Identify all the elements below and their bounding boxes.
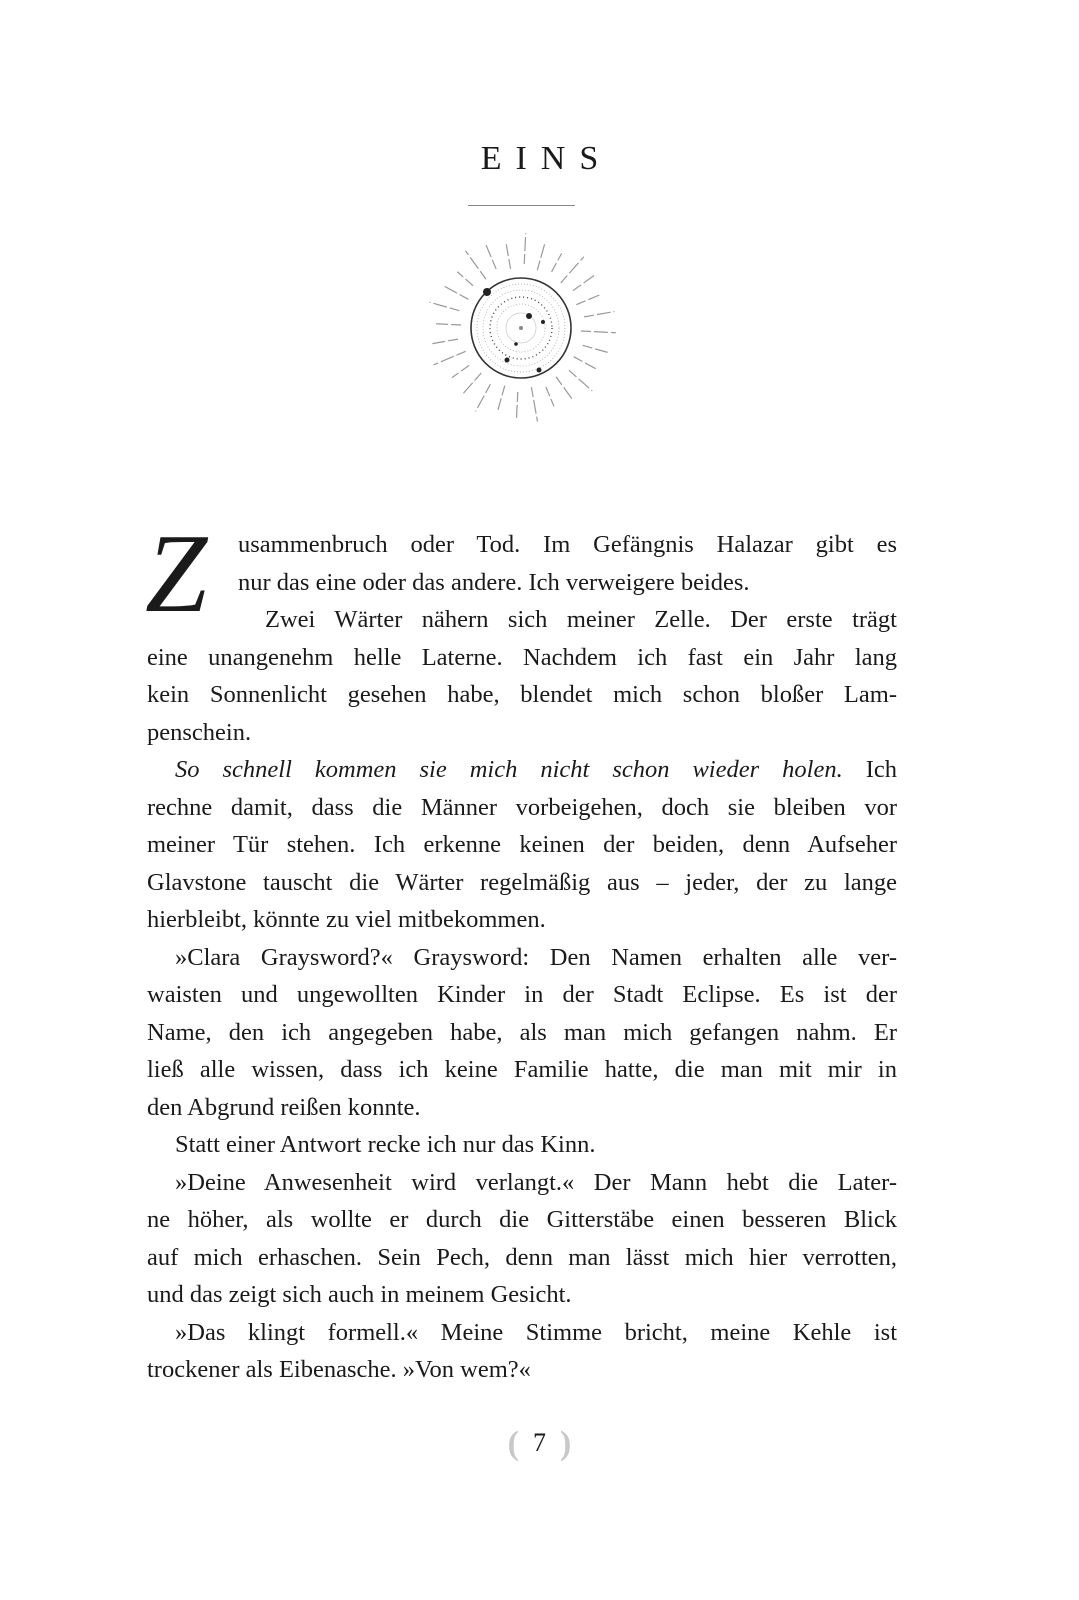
text-line bbox=[147, 676, 897, 714]
line-text: meiner Tür stehen. Ich erkenne keinen der beiden, denn Aufseher bbox=[147, 831, 897, 858]
text-line bbox=[147, 826, 897, 864]
line-text: »Deine Anwesenheit wird verlangt.« Der Mann hebt die Later- bbox=[175, 1168, 897, 1196]
text-line bbox=[147, 1201, 897, 1239]
right-crescent-icon: ) bbox=[560, 1425, 572, 1462]
text-line bbox=[147, 601, 897, 639]
title-divider bbox=[468, 205, 575, 206]
text-line bbox=[147, 564, 897, 602]
italic-thought: So schnell kommen sie mich nicht schon wieder holen. bbox=[175, 756, 843, 783]
line-text: Statt einer Antwort recke ich nur das Kinn. bbox=[175, 1131, 596, 1158]
page-footer bbox=[0, 1425, 1079, 1463]
text-line bbox=[147, 714, 897, 752]
line-text: Zwei Wärter nähern sich meiner Zelle. Der erste trägt bbox=[265, 606, 897, 633]
line-text: hierbleibt, könnte zu viel mitbekommen. bbox=[147, 906, 546, 933]
line-text: »Clara Graysword?« Graysword: Den Namen erhalten alle ver- bbox=[175, 943, 897, 971]
text-line bbox=[147, 864, 897, 902]
line-text: ne höher, als wollte er durch die Gitterstäbe einen besseren Blick bbox=[147, 1206, 897, 1233]
text-line bbox=[147, 789, 897, 827]
line-text: Ich bbox=[842, 756, 897, 783]
line-text: rechne damit, dass die Männer vorbeigehen, doch sie bleiben vor bbox=[147, 793, 897, 821]
line-text: eine unangenehm helle Laterne. Nachdem ich fast ein Jahr lang bbox=[147, 643, 897, 671]
chapter-title: EINS bbox=[480, 140, 613, 177]
line-text: penschein. bbox=[147, 718, 252, 746]
text-line bbox=[147, 1051, 897, 1089]
text-line bbox=[147, 976, 897, 1014]
text-line bbox=[147, 1314, 897, 1352]
page-number: 7 bbox=[533, 1428, 546, 1457]
drop-cap: Z bbox=[145, 512, 208, 636]
text-line bbox=[147, 1276, 897, 1314]
body-text bbox=[147, 526, 897, 1389]
text-line bbox=[147, 1239, 897, 1277]
line-text: und das zeigt sich auch in meinem Gesicht. bbox=[147, 1281, 572, 1308]
line-text: »Das klingt formell.« Meine Stimme bricht, meine Kehle ist bbox=[175, 1318, 897, 1346]
line-text: den Abgrund reißen konnte. bbox=[147, 1093, 421, 1121]
text-line bbox=[147, 1089, 897, 1127]
text-line bbox=[147, 1126, 897, 1164]
text-line bbox=[147, 1014, 897, 1052]
text-line bbox=[147, 1351, 897, 1389]
line-text: nur das eine oder das andere. Ich verweigere beides. bbox=[238, 568, 750, 596]
text-line bbox=[147, 526, 897, 564]
text-line bbox=[147, 939, 897, 977]
text-line bbox=[147, 751, 897, 789]
line-text: trockener als Eibenasche. »Von wem?« bbox=[147, 1356, 531, 1383]
line-text: auf mich erhaschen. Sein Pech, denn man lässt mich hier verrotten, bbox=[147, 1243, 897, 1271]
line-text: kein Sonnenlicht gesehen habe, blendet mich schon bloßer Lam- bbox=[147, 681, 897, 708]
text-line bbox=[147, 639, 897, 677]
text-line bbox=[147, 901, 897, 939]
line-text: Name, den ich angegeben habe, als man mich gefangen nahm. Er bbox=[147, 1018, 897, 1046]
line-text: ließ alle wissen, dass ich keine Familie hatte, die man mit mir in bbox=[147, 1056, 897, 1083]
celestial-orbit-ornament-icon bbox=[421, 228, 621, 428]
line-text: usammenbruch oder Tod. Im Gefängnis Halazar gibt es bbox=[238, 531, 897, 558]
left-crescent-icon: ( bbox=[507, 1425, 519, 1462]
text-line bbox=[147, 1164, 897, 1202]
line-text: Glavstone tauscht die Wärter regelmäßig aus – jeder, der zu lange bbox=[147, 868, 897, 896]
line-text: waisten und ungewollten Kinder in der Stadt Eclipse. Es ist der bbox=[147, 981, 897, 1008]
